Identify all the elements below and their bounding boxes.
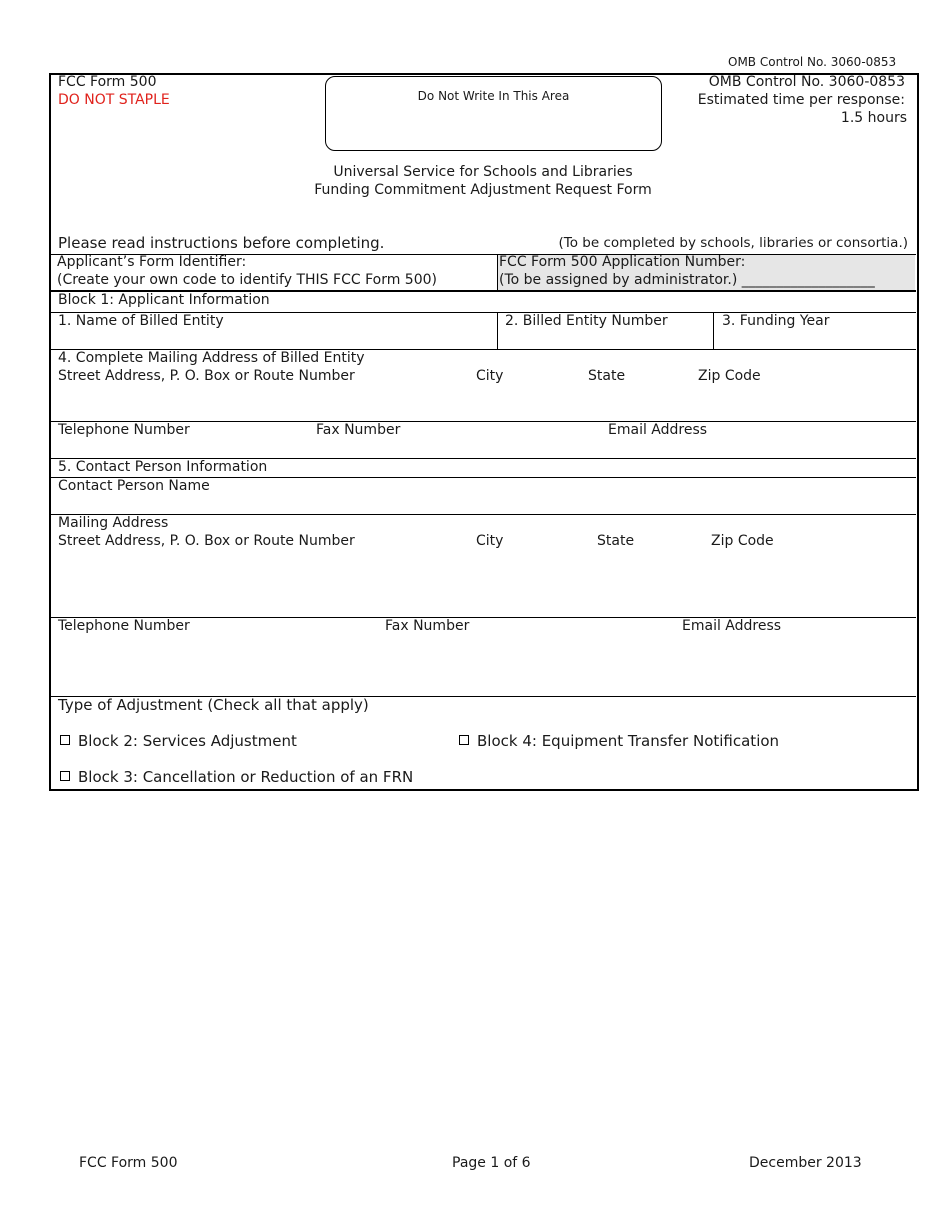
application-number-label: FCC Form 500 Application Number: [499,254,746,270]
adjustment-type-title: Type of Adjustment (Check all that apply) [58,696,369,714]
checkbox-block3[interactable] [60,771,70,781]
omb-control-inner: OMB Control No. 3060-0853 [708,74,905,90]
divider-contact-name [50,514,916,515]
city-label: City [476,368,504,384]
divider-field-3 [713,312,714,349]
zip-code-label: Zip Code [698,368,761,384]
divider-field-2 [497,312,498,349]
estimated-hours: 1.5 hours [840,110,907,126]
billed-entity-number-label: 2. Billed Entity Number [505,313,668,329]
option-block3[interactable] [60,768,413,786]
footer-date: December 2013 [749,1155,862,1171]
telephone-label: Telephone Number [58,422,190,438]
footer-form-name: FCC Form 500 [79,1155,178,1171]
checkbox-block4[interactable] [459,735,469,745]
block1-title: Block 1: Applicant Information [58,292,270,308]
contact-fax-label: Fax Number [385,618,470,634]
mailing-address-title: 4. Complete Mailing Address of Billed Entity [58,350,365,366]
do-not-write-area [325,76,662,151]
contact-mailing-address-label: Mailing Address [58,515,169,531]
billed-entity-name-label: 1. Name of Billed Entity [58,313,224,329]
option-block4[interactable] [459,732,779,750]
fax-label: Fax Number [316,422,401,438]
contact-email-label: Email Address [682,618,782,634]
option-block4-label: Block 4: Equipment Transfer Notification [477,732,780,750]
email-label: Email Address [608,422,708,438]
option-block3-label: Block 3: Cancellation or Reduction of an FRN [78,768,414,786]
applicant-form-identifier-note: (Create your own code to identify THIS FCC Form 500) [57,272,437,288]
form-title-line1: Universal Service for Schools and Libraries [333,164,633,180]
street-address-label: Street Address, P. O. Box or Route Number [58,368,355,384]
contact-person-name-label: Contact Person Name [58,478,210,494]
contact-city-label: City [476,533,504,549]
contact-street-label: Street Address, P. O. Box or Route Number [58,533,355,549]
form-title-line2: Funding Commitment Adjustment Request Form [314,182,652,198]
funding-year-label: 3. Funding Year [722,313,830,329]
instructions-note: Please read instructions before completing. [58,234,385,252]
divider-identifiers-vertical [497,254,498,290]
contact-telephone-label: Telephone Number [58,618,190,634]
form-name: FCC Form 500 [58,74,157,90]
contact-zip-label: Zip Code [711,533,774,549]
state-label: State [588,368,626,384]
contact-state-label: State [597,533,635,549]
option-block2[interactable] [60,732,297,750]
checkbox-block2[interactable] [60,735,70,745]
omb-control-top: OMB Control No. 3060-0853 [728,55,897,69]
do-not-staple: DO NOT STAPLE [58,92,170,108]
completed-by-note: (To be completed by schools, libraries or consortia.) [558,235,908,251]
estimated-time: Estimated time per response: [697,92,905,108]
applicant-form-identifier-label: Applicant’s Form Identifier: [57,254,247,270]
contact-info-title: 5. Contact Person Information [58,459,268,475]
footer-page-number: Page 1 of 6 [452,1155,531,1171]
application-number-note: (To be assigned by administrator.) ___________________ [499,272,875,288]
do-not-write-label: Do Not Write In This Area [417,89,570,103]
option-block2-label: Block 2: Services Adjustment [78,732,297,750]
